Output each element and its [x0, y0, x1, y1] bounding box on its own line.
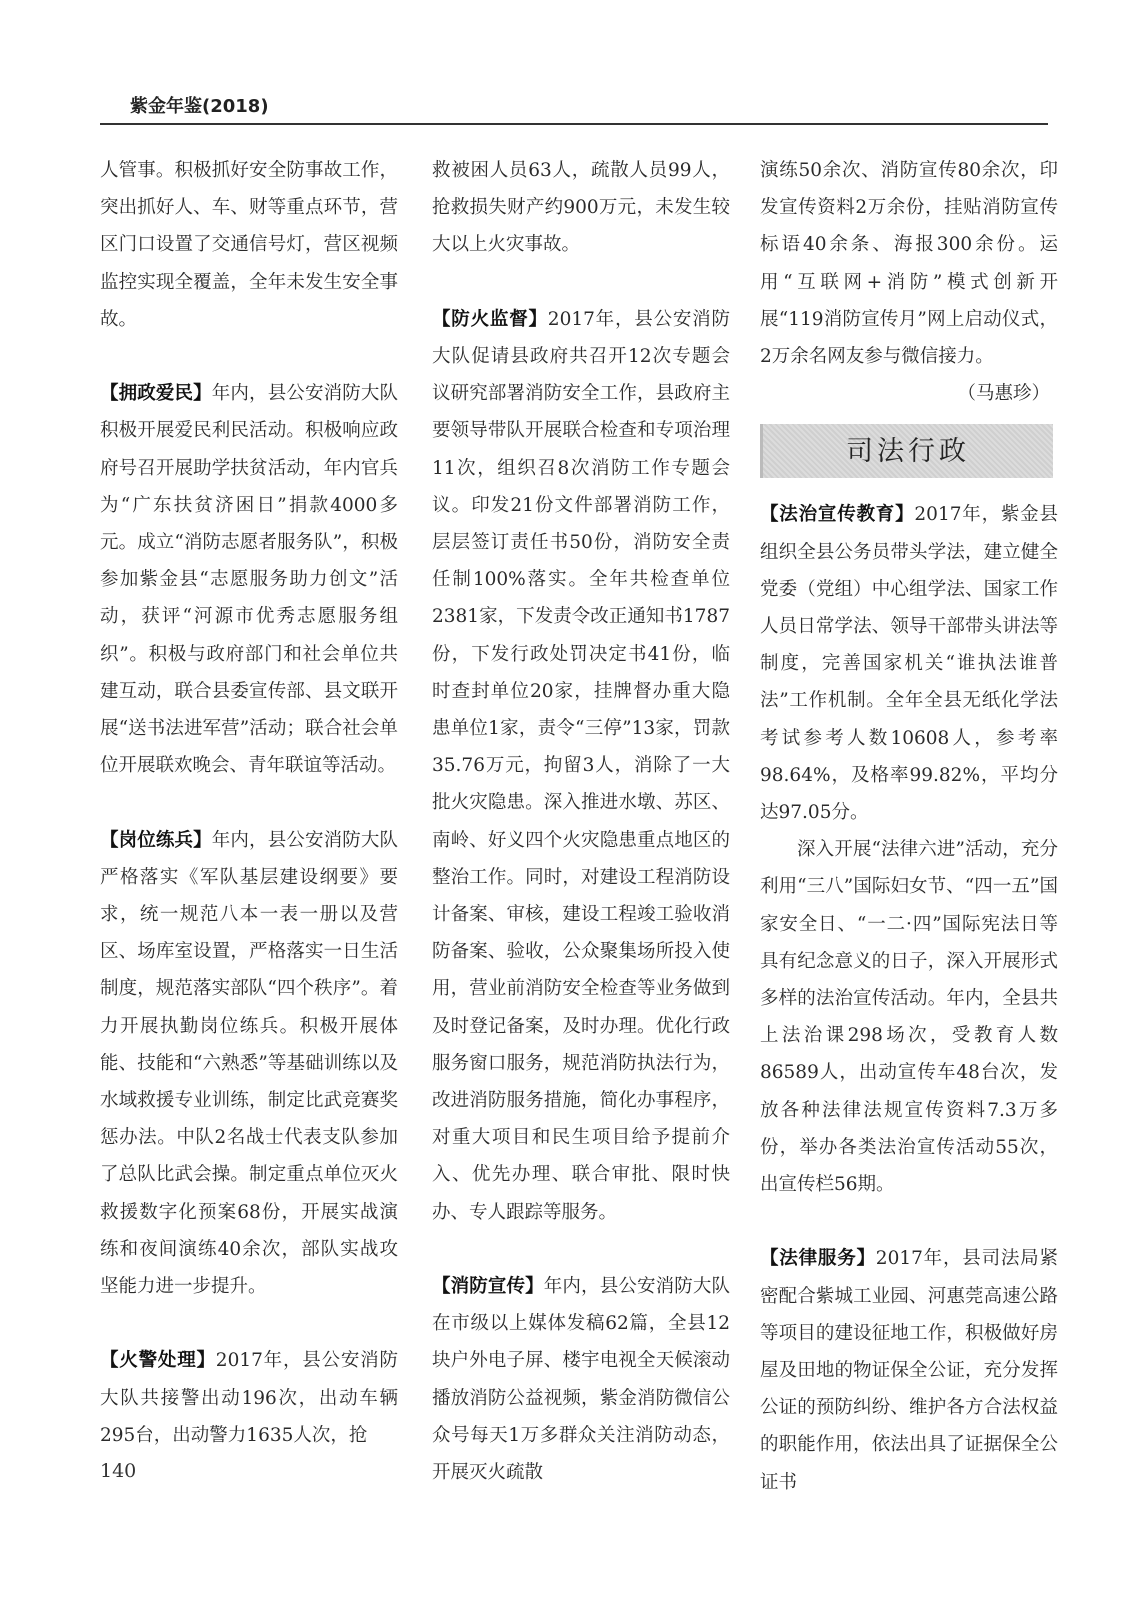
- section-yongzheng: [100, 375, 398, 784]
- paragraph-gap: [100, 338, 398, 375]
- section-xuanchuan: [432, 1268, 730, 1491]
- paragraph-gap: [760, 1203, 1058, 1240]
- section-text: 2017年，县公安消防大队促请县政府共召开12次专题会议研究部署消防安全工作，县政府主要领导带队开展联合检查和专项治理11次，组织召8次消防工作专题会议。印发21份文件部署消防工作，层层签订责任书50份，消防安全责任制100%落实。全年共检查单位2381家，下发责令改正通知书1787份，下发行政处罚决定书41份，临时查封单位20家，挂牌督办重大隐患单位1家，责令“三停”13家，罚款35.76万元，拘留3人，消除了一大批火灾隐患。深入推进水墩、苏区、南岭、好义四个火灾隐患重点地区的整治工作。同时，对建设工程消防设计备案、审核，建设工程竣工验收消防备案、验收，公众聚集场所投入使用，营业前消防安全检查等业务做到及时登记备案，及时办理。优化行政服务窗口服务，规范消防执法行为，改进消防服务措施，简化办事程序，对重大项目和民生项目给予提前介入、优先办理、联合审批、限时快办、专人跟踪等服务。: [432, 308, 730, 1223]
- section-heading: 【火警处理】: [100, 1350, 216, 1372]
- author-credit: （马惠珍）: [957, 383, 1050, 405]
- header-rule: [100, 123, 1048, 125]
- section-heading: 【拥政爱民】: [100, 383, 212, 405]
- section-banner: 司法行政: [760, 424, 1053, 478]
- paragraph: 人管事。积极抓好安全防事故工作，突出抓好人、车、财等重点环节，营区门口设置了交通信号灯，营区视频监控实现全覆盖，全年未发生安全事故。: [100, 160, 398, 330]
- paragraph: 救被困人员63人，疏散人员99人，抢救损失财产约900万元，未发生较大以上火灾事故。: [432, 160, 730, 256]
- section-heading: 【法律服务】: [760, 1248, 876, 1270]
- paragraph-gap: [432, 264, 730, 301]
- paragraph: 演练50余次、消防宣传80余次，印发宣传资料2万余份，挂贴消防宣传标语40余条、海报300余份。运用“互联网+消防”模式创新开展“119消防宣传月”网上启动仪式，2万余名网友参与微信接力。: [760, 160, 1058, 368]
- header-title: 紫金年鉴(2018): [130, 96, 269, 117]
- section-text: 年内，县公安消防大队积极开展爱民利民活动。积极响应政府号召开展助学扶贫活动，年内官兵为“广东扶贫济困日”捐款4000多元。成立“消防志愿者服务队”，积极参加紫金县“志愿服务助力创文”活动，获评“河源市优秀志愿服务组织”。积极与政府部门和社会单位共建互动，联合县委宣传部、县文联开展“送书法进军营”活动；联合社会单位开展联欢晚会、青年联谊等活动。: [100, 383, 398, 777]
- paragraph: 深入开展“法律六进”活动，充分利用“三八”国际妇女节、“四一五”国家安全日、“一二·四”国际宪法日等具有纪念意义的日子，深入开展形式多样的法治宣传活动。年内，全县共上法治课298场次，受教育人数86589人，出动宣传车48台次，发放各种法律法规宣传资料7.3万多份，举办各类法治宣传活动55次，出宣传栏56期。: [760, 839, 1058, 1196]
- section-gangwei: [100, 822, 398, 1306]
- section-fazhi: [760, 496, 1058, 831]
- section-fanghuo: [432, 301, 730, 1231]
- section-heading: 【消防宣传】: [432, 1276, 544, 1298]
- section-text: 年内，县公安消防大队在市级以上媒体发稿62篇，全县12块户外电子屏、楼宇电视全天候滚动播放消防公益视频，紫金消防微信公众号每天1万多群众关注消防动态，开展灭火疏散: [432, 1276, 730, 1484]
- section-heading: 【法治宣传教育】: [760, 504, 915, 526]
- section-heading: 【岗位练兵】: [100, 829, 212, 851]
- section-text: 2017年，紫金县组织全县公务员带头学法，建立健全党委（党组）中心组学法、国家工作人员日常学法、领导干部带头讲法等制度，完善国家机关“谁执法谁普法”工作机制。全年全县无纸化学法考试参考人数10608人，参考率98.64%，及格率99.82%，平均分达97.05分。: [760, 504, 1058, 824]
- column-2: [432, 152, 730, 1491]
- section-text: 2017年，县公安消防大队共接警出动196次，出动车辆295台，出动警力1635人次，抢: [100, 1350, 398, 1446]
- paragraph-gap: [100, 784, 398, 821]
- page-number: 140: [100, 1460, 137, 1482]
- page-header: [100, 92, 1048, 126]
- paragraph-gap: [100, 1305, 398, 1342]
- paragraph-gap: [432, 1231, 730, 1268]
- section-text: 年内，县公安消防大队严格落实《军队基层建设纲要》要求，统一规范八本一表一册以及营区、场库室设置，严格落实一日生活制度，规范落实部队“四个秩序”。着力开展执勤岗位练兵。积极开展体能、技能和“六熟悉”等基础训练以及水域救援专业训练，制定比武竞赛奖惩办法。中队2名战士代表支队参加了总队比武会操。制定重点单位灭火救援数字化预案68份，开展实战演练和夜间演练40余次，部队实战攻坚能力进一步提升。: [100, 829, 398, 1298]
- column-1: [100, 152, 398, 1454]
- section-text: 2017年，县司法局紧密配合紫城工业园、河惠莞高速公路等项目的建设征地工作，积极做好房屋及田地的物证保全公证，充分发挥公证的预防纠纷、维护各方合法权益的职能作用，依法出具了证据保全公证书: [760, 1248, 1058, 1493]
- section-heading: 【防火监督】: [432, 308, 548, 330]
- section-huojing: [100, 1342, 398, 1454]
- column-3: [760, 152, 1058, 1501]
- section-falv: [760, 1240, 1058, 1500]
